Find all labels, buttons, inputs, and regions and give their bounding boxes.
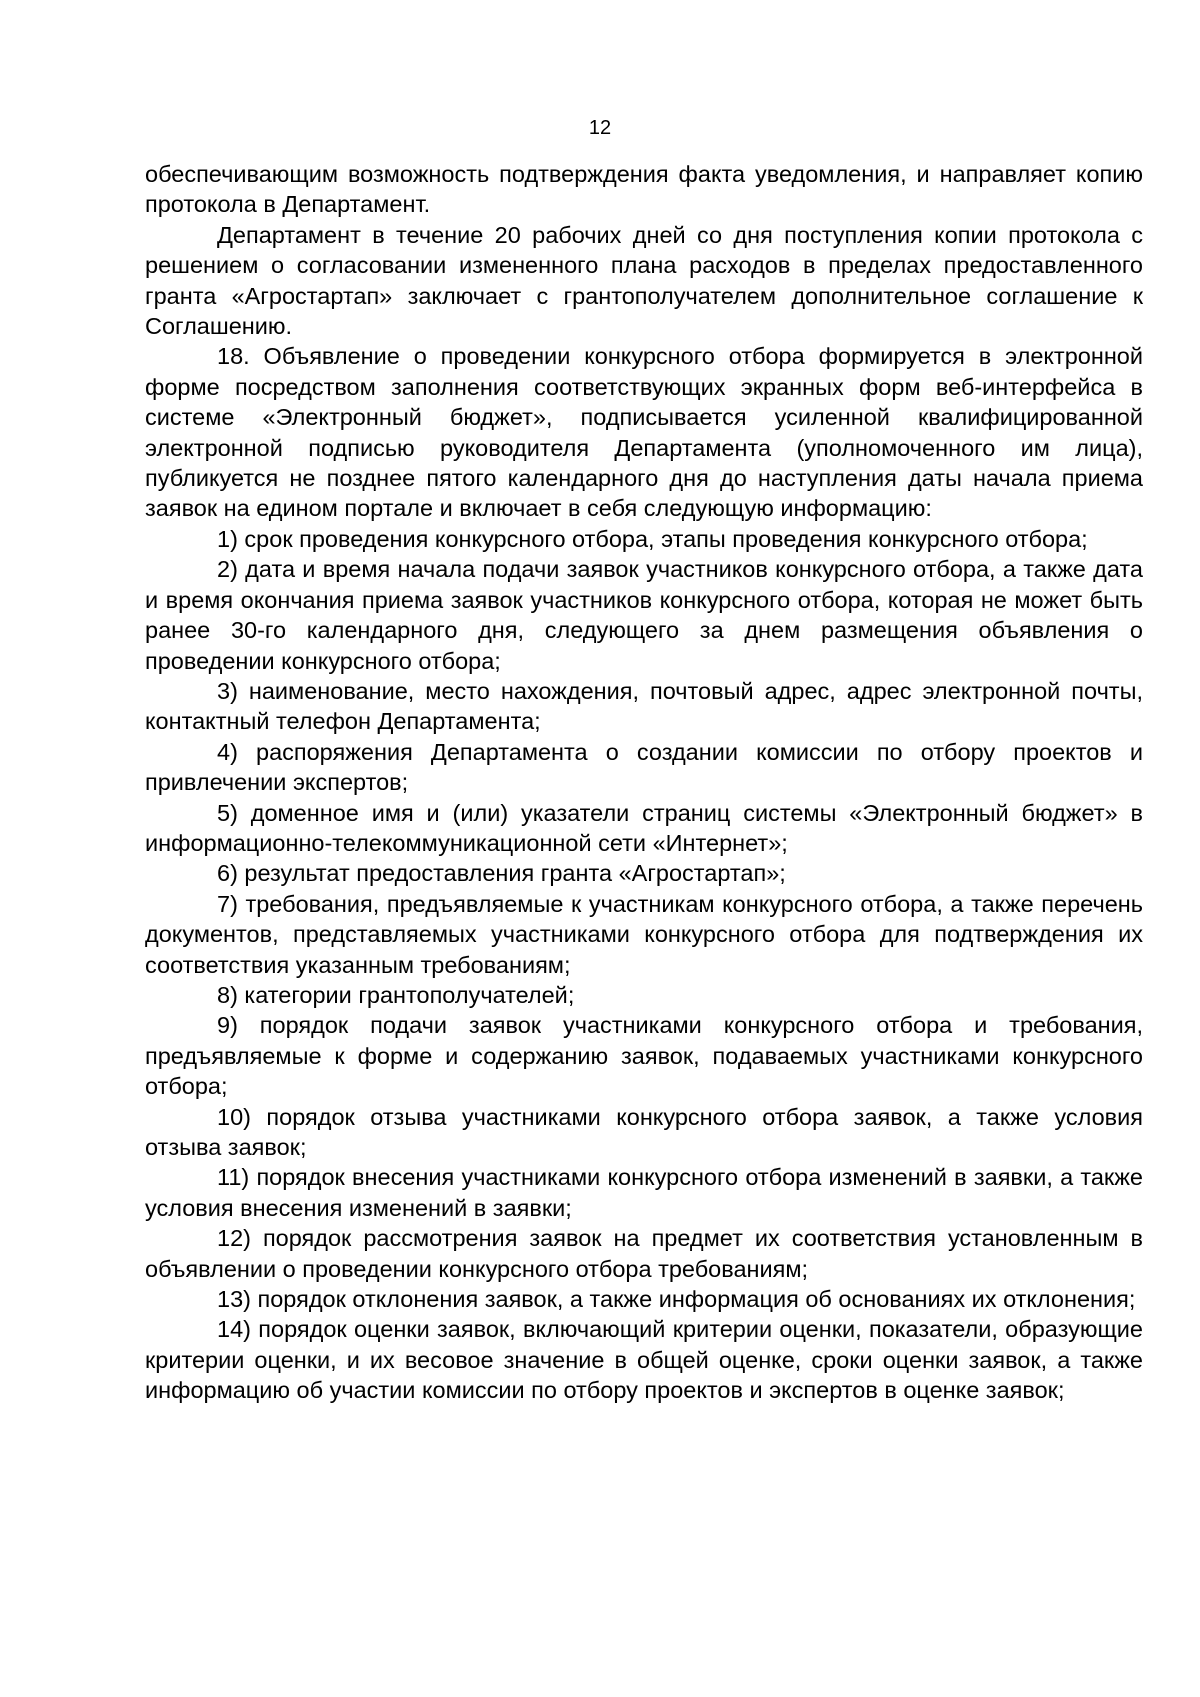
document-body <box>145 159 1143 1406</box>
paragraph-18-announcement: 18. Объявление о проведении конкурсного отбора формируется в электронной форме посредством заполнения соответствующих экранных форм веб-интерфейса в системе «Электронный бюджет», подписывается усиленной квалифицированной электронной подписью руководителя Департамента (уполномоченного им лица), публикуется не позднее пятого календарного дня до наступления даты начала приема заявок на едином портале и включает в себя следующую информацию: <box>145 343 1143 522</box>
list-item-10: 10) порядок отзыва участниками конкурсного отбора заявок, а также условия отзыва заявок; <box>145 1103 1143 1160</box>
list-item-5: 5) доменное имя и (или) указатели страниц системы «Электронный бюджет» в информационно-телекоммуникационной сети «Интернет»; <box>145 799 1143 856</box>
paragraph-department-agreement: Департамент в течение 20 рабочих дней со дня поступления копии протокола с решением о согласовании измененного плана расходов в пределах предоставленного гранта «Агростартап» заключает с грантополучателем дополнительное соглашение к Соглашению. <box>145 221 1143 340</box>
list-item-8: 8) категории грантополучателей; <box>217 981 575 1008</box>
list-item-4: 4) распоряжения Департамента о создании комиссии по отбору проектов и привлечении экспертов; <box>145 738 1143 796</box>
list-item-12: 12) порядок рассмотрения заявок на предмет их соответствия установленным в объявлении о проведении конкурсного отбора требованиям; <box>145 1225 1143 1282</box>
list-item-11: 11) порядок внесения участниками конкурсного отбора изменений в заявки, а также условия внесения изменений в заявки; <box>145 1164 1143 1221</box>
page-number: 12 <box>588 117 612 139</box>
list-item-14: 14) порядок оценки заявок, включающий критерии оценки, показатели, образующие критерии оценки, и их весовое значение в общей оценке, сроки оценки заявок, а также информацию об участии комиссии по отбору проектов и экспертов в оценке заявок; <box>145 1316 1143 1404</box>
list-item-2: 2) дата и время начала подачи заявок участников конкурсного отбора, а также дата и время окончания приема заявок участников конкурсного отбора, которая не может быть ранее 30-го календарного дня, следующего за днем размещения объявления о проведении конкурсного отбора; <box>145 556 1143 674</box>
list-item-13: 13) порядок отклонения заявок, а также информация об основаниях их отклонения; <box>217 1286 1136 1313</box>
list-item-9: 9) порядок подачи заявок участниками конкурсного отбора и требования, предъявляемые к форме и содержанию заявок, подаваемых участниками конкурсного отбора; <box>145 1012 1143 1100</box>
list-item-3: 3) наименование, место нахождения, почтовый адрес, адрес электронной почты, контактный телефон Департамента; <box>145 677 1143 735</box>
list-item-1: 1) срок проведения конкурсного отбора, этапы проведения конкурсного отбора; <box>217 525 1088 552</box>
list-item-6: 6) результат предоставления гранта «Агростартап»; <box>217 860 786 887</box>
paragraph-continuation: обеспечивающим возможность подтверждения факта уведомления, и направляет копию протокола в Департамент. <box>145 161 1143 218</box>
list-item-7: 7) требования, предъявляемые к участникам конкурсного отбора, а также перечень документов, представляемых участниками конкурсного отбора для подтверждения их соответствия указанным требованиям; <box>145 890 1143 978</box>
